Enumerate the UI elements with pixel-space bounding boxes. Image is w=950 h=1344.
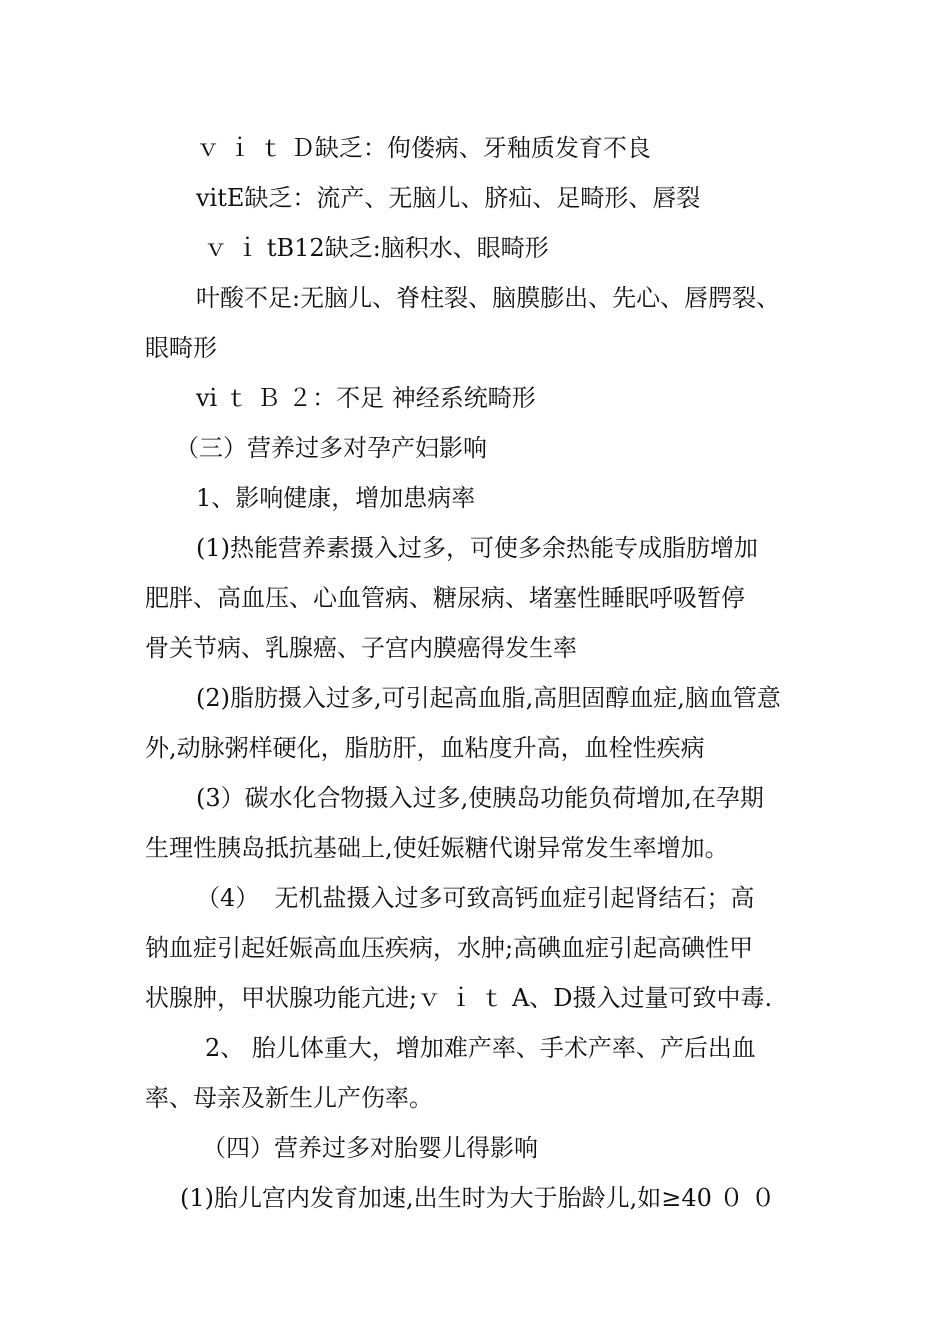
text-line: (2)脂肪摄入过多,可引起高血脂,高胆固醇血症,脑血管意	[196, 684, 781, 712]
text-line: vitE缺乏：流产、无脑儿、脐疝、足畸形、唇裂	[196, 184, 701, 212]
text-line: 肥胖、高血压、心血管病、糖尿病、堵塞性睡眠呼吸暂停	[145, 584, 745, 612]
text-line: 骨关节病、乳腺癌、子宫内膜癌得发生率	[145, 634, 577, 662]
section-heading: （四）营养过多对胎婴儿得影响	[202, 1134, 538, 1162]
subsection-heading: 1、影响健康，增加患病率	[196, 484, 476, 512]
text-line: 率、母亲及新生儿产伤率。	[145, 1084, 433, 1112]
text-line: 外,动脉粥样硬化，脂肪肝，血粘度升高，血栓性疾病	[145, 734, 705, 762]
text-line: 叶酸不足:无脑儿、脊柱裂、脑膜膨出、先心、唇腭裂、	[196, 284, 781, 312]
text-line: 眼畸形	[145, 334, 217, 362]
text-line: ｖ ｉ ｔ Ｄ缺乏：佝偻病、牙釉质发育不良	[196, 134, 651, 162]
text-line: 钠血症引起妊娠高血压疾病，水肿;高碘血症引起高碘性甲	[145, 934, 754, 962]
text-line: (1)胎儿宫内发育加速,出生时为大于胎龄儿,如≥40 ０ ０	[180, 1184, 776, 1212]
text-line: （4） 无机盐摄入过多可致高钙血症引起肾结石；高	[196, 884, 755, 912]
text-line: ｖ ｉ tB12缺乏:脑积水、眼畸形	[196, 234, 549, 262]
text-line: (1)热能营养素摄入过多，可使多余热能专成脂肪增加	[196, 534, 758, 562]
text-line: vi ｔ Ｂ ２：不足 神经系统畸形	[196, 384, 536, 412]
subsection-heading: 2、 胎儿体重大，增加难产率、手术产率、产后出血	[205, 1034, 756, 1062]
text-line: 状腺肿，甲状腺功能亢进;ｖ ｉ ｔ A、D摄入过量可致中毒.	[145, 984, 773, 1012]
text-line: (3）碳水化合物摄入过多,使胰岛功能负荷增加,在孕期	[196, 784, 764, 812]
section-heading: （三）营养过多对孕产妇影响	[175, 434, 487, 462]
text-line: 生理性胰岛抵抗基础上,使妊娠糖代谢异常发生率增加。	[145, 834, 729, 862]
